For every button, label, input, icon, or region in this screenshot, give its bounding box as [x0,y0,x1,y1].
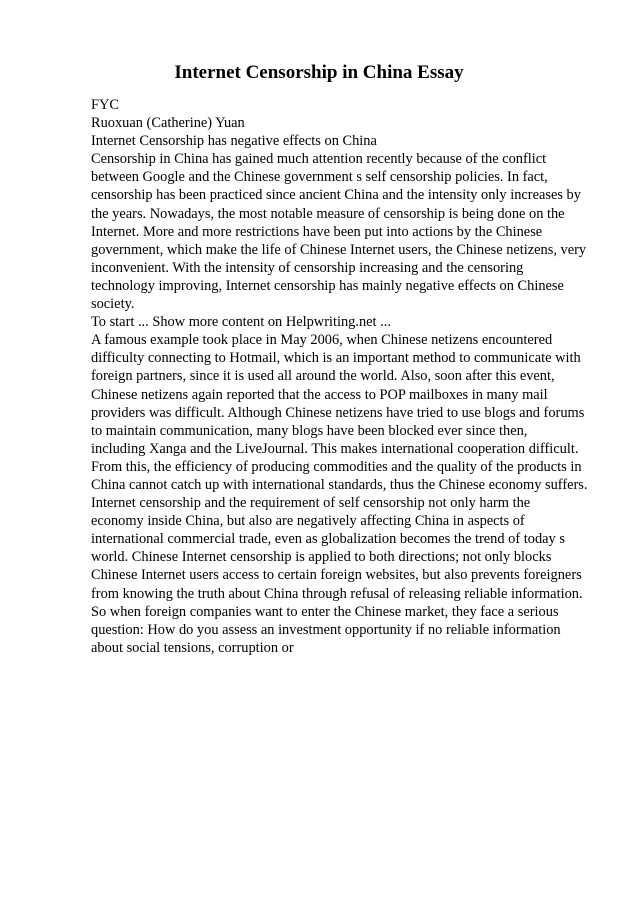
text-line: Ruoxuan (Catherine) Yuan [91,115,245,132]
text-line: technology improving, Internet censorship has mainly negative effects on Chinese [91,277,564,294]
text-line: inconvenient. With the intensity of censorship increasing and the censoring [91,259,524,276]
text-line: society. [91,296,135,313]
text-line: about social tensions, corruption or [91,639,294,656]
text-line: economy inside China, but also are negatively affecting China in aspects of [91,513,525,530]
text-line: including Xanga and the LiveJournal. This makes international cooperation difficult. [91,440,579,457]
text-line: Internet Censorship has negative effects on China [91,133,377,150]
text-line: A famous example took place in May 2006, when Chinese netizens encountered [91,332,553,349]
text-line: foreign partners, since it is used all around the world. Also, soon after this event, [91,368,555,385]
text-line: To start ... Show more content on Helpwriting.net ... [91,314,391,331]
text-line: Chinese netizens again reported that the access to POP mailboxes in many mail [91,386,548,403]
document-title: Internet Censorship in China Essay [174,62,464,83]
text-line: world. Chinese Internet censorship is applied to both directions; not only blocks [91,549,552,566]
document-body [91,96,601,657]
text-line: FYC [91,97,119,113]
text-line: From this, the efficiency of producing commodities and the quality of the products in [91,458,582,475]
text-line: international commercial trade, even as globalization becomes the trend of today s [91,531,565,548]
text-line: Internet. More and more restrictions have been put into actions by the Chinese [91,223,543,240]
text-line: difficulty connecting to Hotmail, which is an important method to communicate with [91,350,581,367]
text-line: Chinese Internet users access to certain foreign websites, but also prevents foreigners [91,567,582,584]
text-line: censorship has been practiced since ancient China and the intensity only increases by [91,187,581,204]
text-line: question: How do you assess an investment opportunity if no reliable information [91,621,561,638]
text-line: So when foreign companies want to enter the Chinese market, they face a serious [91,603,559,620]
text-line: between Google and the Chinese government s self censorship policies. In fact, [91,169,548,186]
text-line: the years. Nowadays, the most notable measure of censorship is being done on the [91,205,565,222]
text-line: government, which make the life of Chinese Internet users, the Chinese netizens, very [91,241,587,258]
text-line: Censorship in China has gained much attention recently because of the conflict [91,151,547,168]
text-line: to maintain communication, many blogs have been blocked ever since then, [91,422,528,439]
text-line: China cannot catch up with international standards, thus the Chinese economy suffers. [91,476,588,493]
text-line: from knowing the truth about China through refusal of releasing reliable information. [91,585,583,602]
text-line: providers was difficult. Although Chinese netizens have tried to use blogs and forums [91,404,585,421]
text-line: Internet censorship and the requirement of self censorship not only harm the [91,495,531,512]
